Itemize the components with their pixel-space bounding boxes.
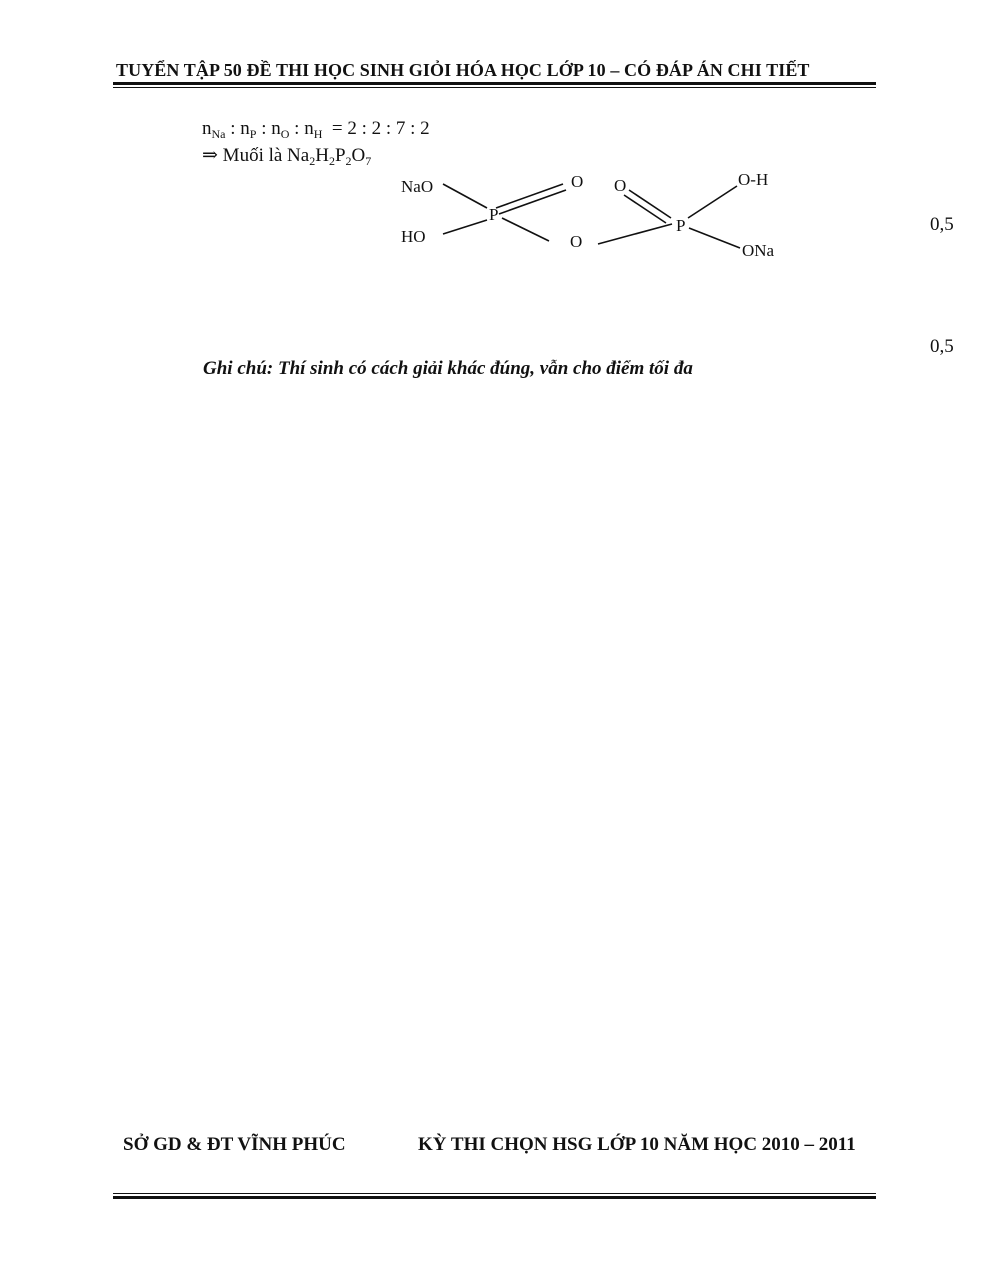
bond-p1-o-double-b — [499, 190, 566, 214]
bond-o-bridge-p2 — [598, 224, 672, 244]
footer-right: KỲ THI CHỌN HSG LỚP 10 NĂM HỌC 2010 – 2011 — [418, 1134, 856, 1155]
bond-nao-p1 — [443, 184, 487, 208]
structural-formula — [395, 168, 795, 268]
footer-left: SỞ GD & ĐT VĨNH PHÚC — [123, 1134, 346, 1155]
bond-p2-o-double-a — [629, 190, 671, 218]
ho-label: HO — [401, 227, 426, 246]
header-rule-thin — [113, 87, 876, 88]
o-bridge-label: O — [570, 232, 583, 251]
mole-ratio-line: $n_{Na}$ : $n_P$ : $n_O$ : $n_H = 2$ : 2 : 7 : 2 — [202, 118, 430, 141]
o-double-right-label: O — [614, 176, 627, 195]
bond-p2-oh — [688, 186, 737, 218]
grading-note: Ghi chú: Thí sinh có cách giải khác đúng, vẫn cho điểm tối đa — [203, 358, 693, 379]
bond-p2-ona — [689, 228, 740, 248]
salt-formula-line: ⇒ Muối là $Na_2H_2P_2O_7$ — [202, 145, 372, 168]
bond-p2-o-double-b — [624, 195, 666, 223]
p1-label: P — [489, 205, 499, 224]
bond-ho-p1 — [443, 220, 487, 234]
ona-label: ONa — [742, 241, 775, 260]
bond-p1-o-double-a — [496, 184, 563, 208]
oh-label: O-H — [738, 170, 769, 189]
header-rule-thick — [113, 82, 876, 85]
nao-label: NaO — [401, 177, 434, 196]
bond-p1-o-bridge — [502, 218, 549, 241]
footer-rule-thin — [113, 1193, 876, 1194]
o-double-left-label: O — [571, 172, 584, 191]
p2-label: P — [676, 216, 686, 235]
score-2: 0,5 — [930, 336, 954, 357]
score-1: 0,5 — [930, 214, 954, 235]
page-header-title: TUYỂN TẬP 50 ĐỀ THI HỌC SINH GIỎI HÓA HỌC LỚP 10 – CÓ ĐÁP ÁN CHI TIẾT — [116, 60, 810, 80]
footer-rule-thick — [113, 1196, 876, 1199]
